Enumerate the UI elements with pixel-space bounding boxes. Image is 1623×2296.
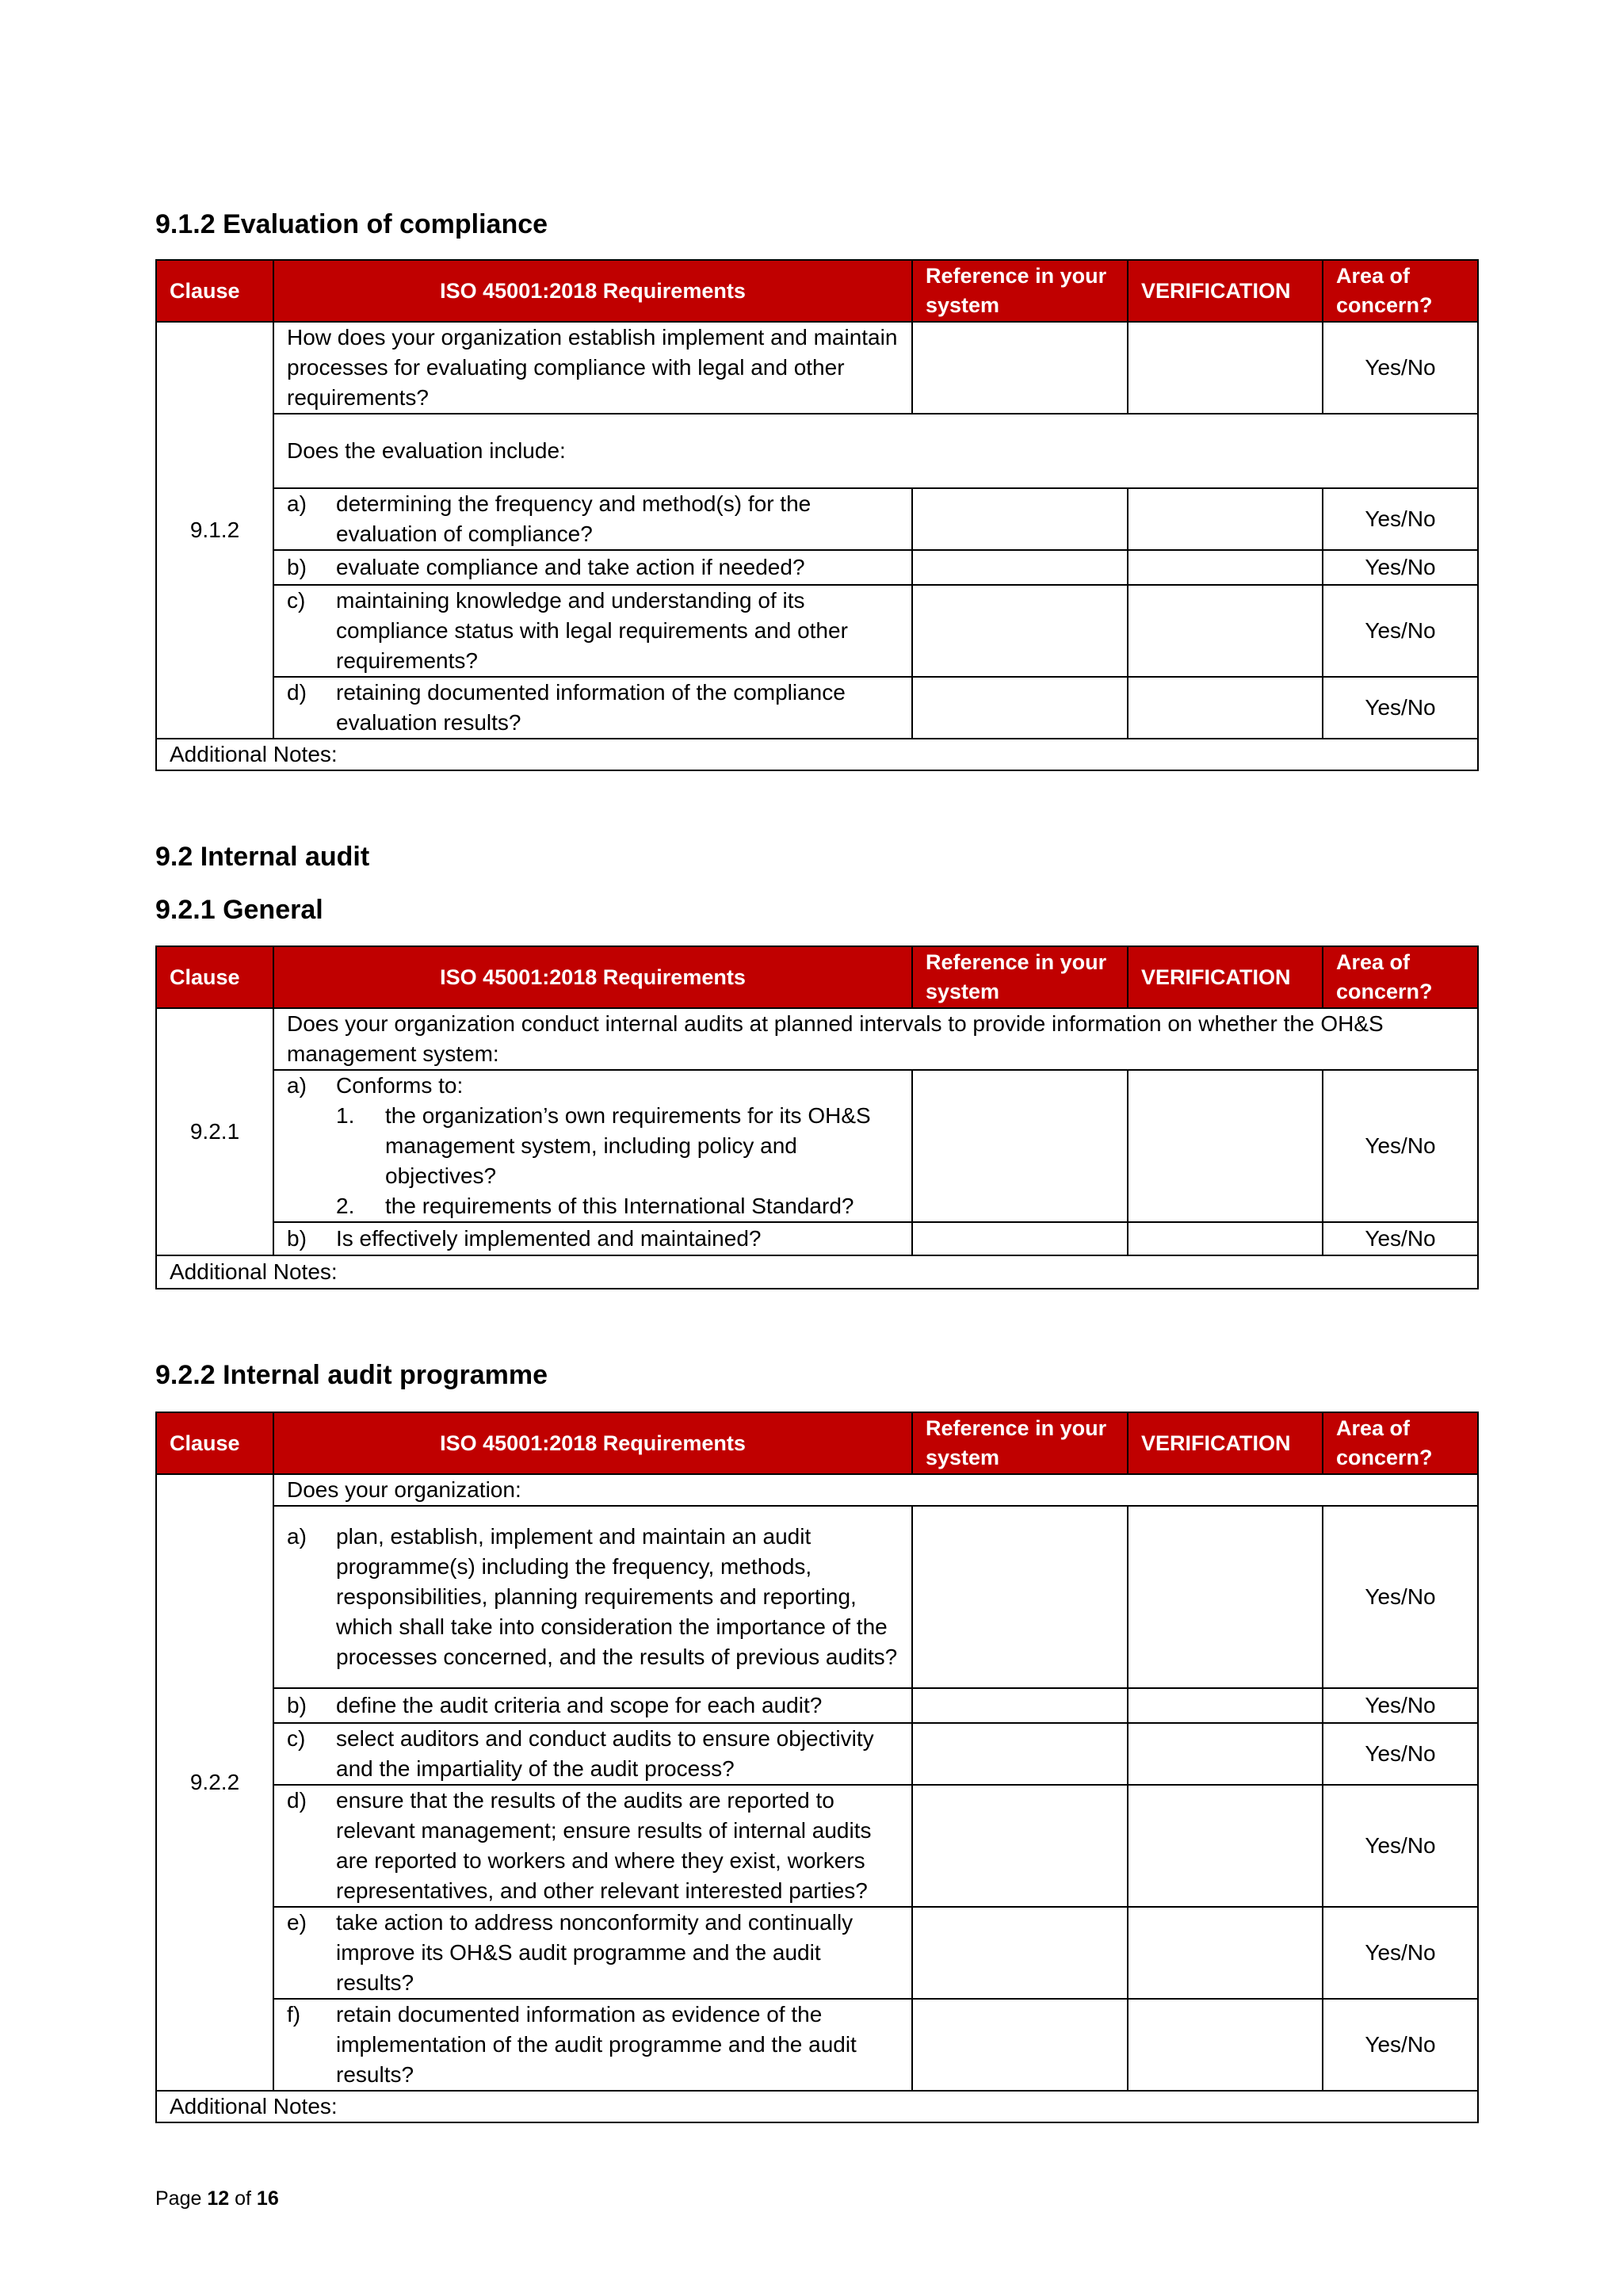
area-of-concern-field[interactable]: Yes/No bbox=[1323, 322, 1478, 414]
notes-row bbox=[156, 739, 1478, 770]
verification-field[interactable] bbox=[1128, 1506, 1323, 1688]
table-9-2-1 bbox=[155, 946, 1479, 1289]
verification-field[interactable] bbox=[1128, 585, 1323, 677]
question-cell bbox=[273, 550, 912, 585]
item-text: retaining documented information of the compliance evaluation results? bbox=[336, 680, 846, 735]
header-reference: Reference in your system bbox=[912, 946, 1128, 1008]
reference-field[interactable] bbox=[912, 677, 1128, 739]
verification-field[interactable] bbox=[1128, 1907, 1323, 1999]
question-cell bbox=[273, 1070, 912, 1222]
page-word: Page bbox=[155, 2187, 202, 2210]
table-row bbox=[156, 1785, 1478, 1907]
area-of-concern-field[interactable]: Yes/No bbox=[1323, 1999, 1478, 2091]
item-text: select auditors and conduct audits to ensure objectivity and the impartiality of the audit process? bbox=[336, 1726, 874, 1781]
section-title-9-2-2: 9.2.2 Internal audit programme bbox=[155, 1360, 548, 1390]
verification-field[interactable] bbox=[1128, 322, 1323, 414]
reference-field[interactable] bbox=[912, 1506, 1128, 1688]
reference-field[interactable] bbox=[912, 488, 1128, 550]
reference-field[interactable] bbox=[912, 1785, 1128, 1907]
table-9-1-2 bbox=[155, 259, 1479, 771]
item-text: Conforms to: bbox=[336, 1073, 464, 1098]
header-clause: Clause bbox=[156, 946, 273, 1008]
header-reference: Reference in your system bbox=[912, 1412, 1128, 1474]
page-current: 12 bbox=[207, 2187, 230, 2210]
sub-item-text: the organization’s own requirements for its OH&S management system, including policy and objectives? bbox=[385, 1103, 871, 1188]
item-text: ensure that the results of the audits are reported to relevant management; ensure results of internal audits are reported to workers and where they exist, workers representatives, and other relevant interested parties? bbox=[336, 1788, 872, 1903]
table-header-row bbox=[156, 946, 1478, 1008]
item-label: a) bbox=[287, 491, 307, 516]
table-row bbox=[156, 322, 1478, 414]
question-cell bbox=[273, 1999, 912, 2091]
item-label: e) bbox=[287, 1910, 307, 1935]
header-area-of-concern: Area of concern? bbox=[1323, 1412, 1478, 1474]
area-of-concern-field[interactable]: Yes/No bbox=[1323, 1222, 1478, 1255]
header-verification: VERIFICATION bbox=[1128, 260, 1323, 322]
table-header-row bbox=[156, 260, 1478, 322]
area-of-concern-field[interactable]: Yes/No bbox=[1323, 585, 1478, 677]
table-row bbox=[156, 1474, 1478, 1506]
item-label: a) bbox=[287, 1524, 307, 1549]
reference-field[interactable] bbox=[912, 1907, 1128, 1999]
clause-cell: 9.2.2 bbox=[156, 1474, 273, 2091]
page-total: 16 bbox=[256, 2187, 279, 2210]
item-text: evaluate compliance and take action if needed? bbox=[336, 555, 805, 579]
item-label: d) bbox=[287, 680, 307, 705]
question-intro: Does your organization conduct internal audits at planned intervals to provide information on whether the OH&S management system: bbox=[273, 1008, 1478, 1070]
table-row bbox=[156, 1688, 1478, 1723]
sub-item-text: the requirements of this International Standard? bbox=[385, 1194, 854, 1218]
header-reference: Reference in your system bbox=[912, 260, 1128, 322]
table-row bbox=[156, 550, 1478, 585]
additional-notes[interactable]: Additional Notes: bbox=[156, 1255, 1478, 1289]
question-cell bbox=[273, 585, 912, 677]
question-cell bbox=[273, 1785, 912, 1907]
item-text: define the audit criteria and scope for each audit? bbox=[336, 1693, 823, 1717]
notes-row bbox=[156, 1255, 1478, 1289]
page-number bbox=[155, 2187, 279, 2210]
verification-field[interactable] bbox=[1128, 1688, 1323, 1723]
sub-item-label: 2. bbox=[336, 1194, 355, 1218]
question-cell bbox=[273, 1688, 912, 1723]
table-9-2-2 bbox=[155, 1412, 1479, 2123]
table-header-row bbox=[156, 1412, 1478, 1474]
table-row bbox=[156, 1999, 1478, 2091]
header-verification: VERIFICATION bbox=[1128, 946, 1323, 1008]
table-row bbox=[156, 414, 1478, 488]
question-intro: Does your organization: bbox=[273, 1474, 1478, 1506]
area-of-concern-field[interactable]: Yes/No bbox=[1323, 1907, 1478, 1999]
area-of-concern-field[interactable]: Yes/No bbox=[1323, 550, 1478, 585]
area-of-concern-field[interactable]: Yes/No bbox=[1323, 1070, 1478, 1222]
question-cell bbox=[273, 488, 912, 550]
of-word: of bbox=[235, 2187, 251, 2210]
verification-field[interactable] bbox=[1128, 677, 1323, 739]
header-requirements: ISO 45001:2018 Requirements bbox=[273, 946, 912, 1008]
question-cell bbox=[273, 1907, 912, 1999]
header-clause: Clause bbox=[156, 260, 273, 322]
verification-field[interactable] bbox=[1128, 1070, 1323, 1222]
header-requirements: ISO 45001:2018 Requirements bbox=[273, 260, 912, 322]
question-cell bbox=[273, 1723, 912, 1785]
clause-cell: 9.1.2 bbox=[156, 322, 273, 739]
item-label: b) bbox=[287, 1226, 307, 1251]
item-label: b) bbox=[287, 555, 307, 579]
additional-notes[interactable]: Additional Notes: bbox=[156, 2091, 1478, 2122]
reference-field[interactable] bbox=[912, 1999, 1128, 2091]
table-row bbox=[156, 1008, 1478, 1070]
item-text: maintaining knowledge and understanding of its compliance status with legal requirements and other requirements? bbox=[336, 588, 848, 673]
question-cell bbox=[273, 1506, 912, 1688]
notes-row bbox=[156, 2091, 1478, 2122]
header-area-of-concern: Area of concern? bbox=[1323, 946, 1478, 1008]
verification-field[interactable] bbox=[1128, 1999, 1323, 2091]
area-of-concern-field[interactable]: Yes/No bbox=[1323, 677, 1478, 739]
section-title-9-1-2: 9.1.2 Evaluation of compliance bbox=[155, 209, 548, 239]
header-verification: VERIFICATION bbox=[1128, 1412, 1323, 1474]
item-text: Is effectively implemented and maintained? bbox=[336, 1226, 762, 1251]
verification-field[interactable] bbox=[1128, 1222, 1323, 1255]
table-row bbox=[156, 1222, 1478, 1255]
reference-field[interactable] bbox=[912, 585, 1128, 677]
verification-field[interactable] bbox=[1128, 1785, 1323, 1907]
table-row bbox=[156, 1723, 1478, 1785]
table-row bbox=[156, 1506, 1478, 1688]
verification-field[interactable] bbox=[1128, 1723, 1323, 1785]
item-label: c) bbox=[287, 588, 306, 613]
reference-field[interactable] bbox=[912, 322, 1128, 414]
question-cell bbox=[273, 677, 912, 739]
table-row bbox=[156, 1070, 1478, 1222]
header-area-of-concern: Area of concern? bbox=[1323, 260, 1478, 322]
table-row bbox=[156, 677, 1478, 739]
item-label: c) bbox=[287, 1726, 306, 1751]
question-intro: Does the evaluation include: bbox=[273, 414, 1478, 488]
table-row bbox=[156, 488, 1478, 550]
item-text: take action to address nonconformity and continually improve its OH&S audit programme and the audit results? bbox=[336, 1910, 854, 1995]
item-label: b) bbox=[287, 1693, 307, 1717]
reference-field[interactable] bbox=[912, 550, 1128, 585]
item-text: retain documented information as evidence of the implementation of the audit programme and the audit results? bbox=[336, 2002, 857, 2087]
reference-field[interactable] bbox=[912, 1723, 1128, 1785]
sub-item-label: 1. bbox=[336, 1103, 355, 1128]
item-label: a) bbox=[287, 1073, 307, 1098]
item-label: f) bbox=[287, 2002, 301, 2027]
question-cell: How does your organization establish implement and maintain processes for evaluating compliance with legal and other requirements? bbox=[273, 322, 912, 414]
section-title-9-2: 9.2 Internal audit bbox=[155, 842, 370, 872]
item-text: determining the frequency and method(s) for the evaluation of compliance? bbox=[336, 491, 812, 546]
reference-field[interactable] bbox=[912, 1222, 1128, 1255]
clause-cell: 9.2.1 bbox=[156, 1008, 273, 1255]
table-row bbox=[156, 585, 1478, 677]
reference-field[interactable] bbox=[912, 1070, 1128, 1222]
verification-field[interactable] bbox=[1128, 488, 1323, 550]
area-of-concern-field[interactable]: Yes/No bbox=[1323, 1723, 1478, 1785]
reference-field[interactable] bbox=[912, 1688, 1128, 1723]
question-cell bbox=[273, 1222, 912, 1255]
area-of-concern-field[interactable]: Yes/No bbox=[1323, 1785, 1478, 1907]
header-requirements: ISO 45001:2018 Requirements bbox=[273, 1412, 912, 1474]
area-of-concern-field[interactable]: Yes/No bbox=[1323, 1506, 1478, 1688]
area-of-concern-field[interactable]: Yes/No bbox=[1323, 488, 1478, 550]
item-text: plan, establish, implement and maintain an audit programme(s) including the frequency, methods, responsibilities, planning requirements and reporting, which shall take into consideration the importance of the processes concerned, and the results of previous audits? bbox=[336, 1524, 898, 1669]
verification-field[interactable] bbox=[1128, 550, 1323, 585]
additional-notes[interactable]: Additional Notes: bbox=[156, 739, 1478, 770]
section-title-9-2-1: 9.2.1 General bbox=[155, 895, 323, 925]
item-label: d) bbox=[287, 1788, 307, 1813]
header-clause: Clause bbox=[156, 1412, 273, 1474]
table-row bbox=[156, 1907, 1478, 1999]
area-of-concern-field[interactable]: Yes/No bbox=[1323, 1688, 1478, 1723]
